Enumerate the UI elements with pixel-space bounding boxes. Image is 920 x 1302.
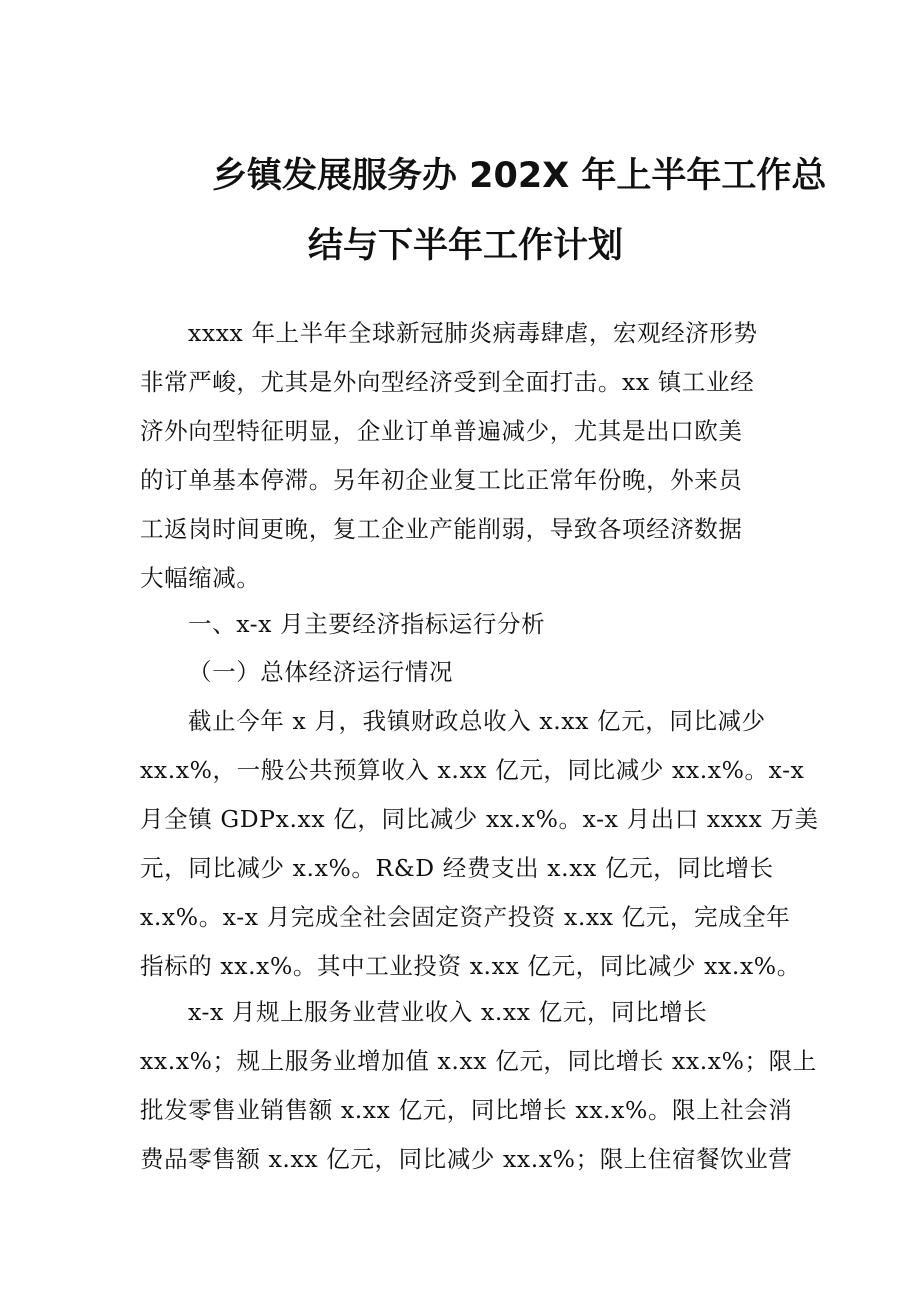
subsection-heading: （一）总体经济运行情况 (188, 658, 454, 686)
paragraph-line: xx.x%，一般公共预算收入 x.xx 亿元，同比减少 xx.x%。x-x (140, 756, 805, 784)
section-heading: 一、x-x 月主要经济指标运行分析 (188, 610, 546, 638)
paragraph-line: 批发零售业销售额 x.xx 亿元，同比增长 xx.x%。限上社会消 (140, 1096, 793, 1124)
paragraph-line: x.x%。x-x 月完成全社会固定资产投资 x.xx 亿元，完成全年 (140, 903, 791, 931)
paragraph-line: 济外向型特征明显，企业订单普遍减少，尤其是出口欧美 (140, 417, 743, 445)
paragraph-line: 非常严峻，尤其是外向型经济受到全面打击。xx 镇工业经 (140, 368, 755, 396)
paragraph-line: 费品零售额 x.xx 亿元，同比减少 xx.x%；限上住宿餐饮业营 (140, 1145, 793, 1173)
paragraph-line: 工返岗时间更晚，复工企业产能削弱，导致各项经济数据 (140, 515, 743, 543)
paragraph-line: xx.x%；规上服务业增加值 x.xx 亿元，同比增长 xx.x%；限上 (140, 1047, 817, 1075)
paragraph-line: xxxx 年上半年全球新冠肺炎病毒肆虐，宏观经济形势 (188, 319, 758, 347)
paragraph-line: x-x 月规上服务业营业收入 x.xx 亿元，同比增长 (188, 998, 708, 1026)
paragraph-line: 截止今年 x 月，我镇财政总收入 x.xx 亿元，同比减少 (188, 707, 766, 735)
document-title-line-2: 结与下半年工作计划 (308, 226, 624, 266)
paragraph-line: 月全镇 GDPx.xx 亿，同比减少 xx.x%。x-x 月出口 xxxx 万美 (140, 805, 819, 833)
paragraph-line: 指标的 xx.x%。其中工业投资 x.xx 亿元，同比减少 xx.x%。 (140, 952, 801, 980)
paragraph-line: 大幅缩减。 (140, 564, 261, 592)
paragraph-line: 的订单基本停滞。另年初企业复工比正常年份晚，外来员 (140, 466, 743, 494)
document-title-line-1: 乡镇发展服务办 202X 年上半年工作总 (212, 156, 827, 196)
paragraph-line: 元，同比减少 x.x%。R&D 经费支出 x.xx 亿元，同比增长 (140, 854, 774, 882)
